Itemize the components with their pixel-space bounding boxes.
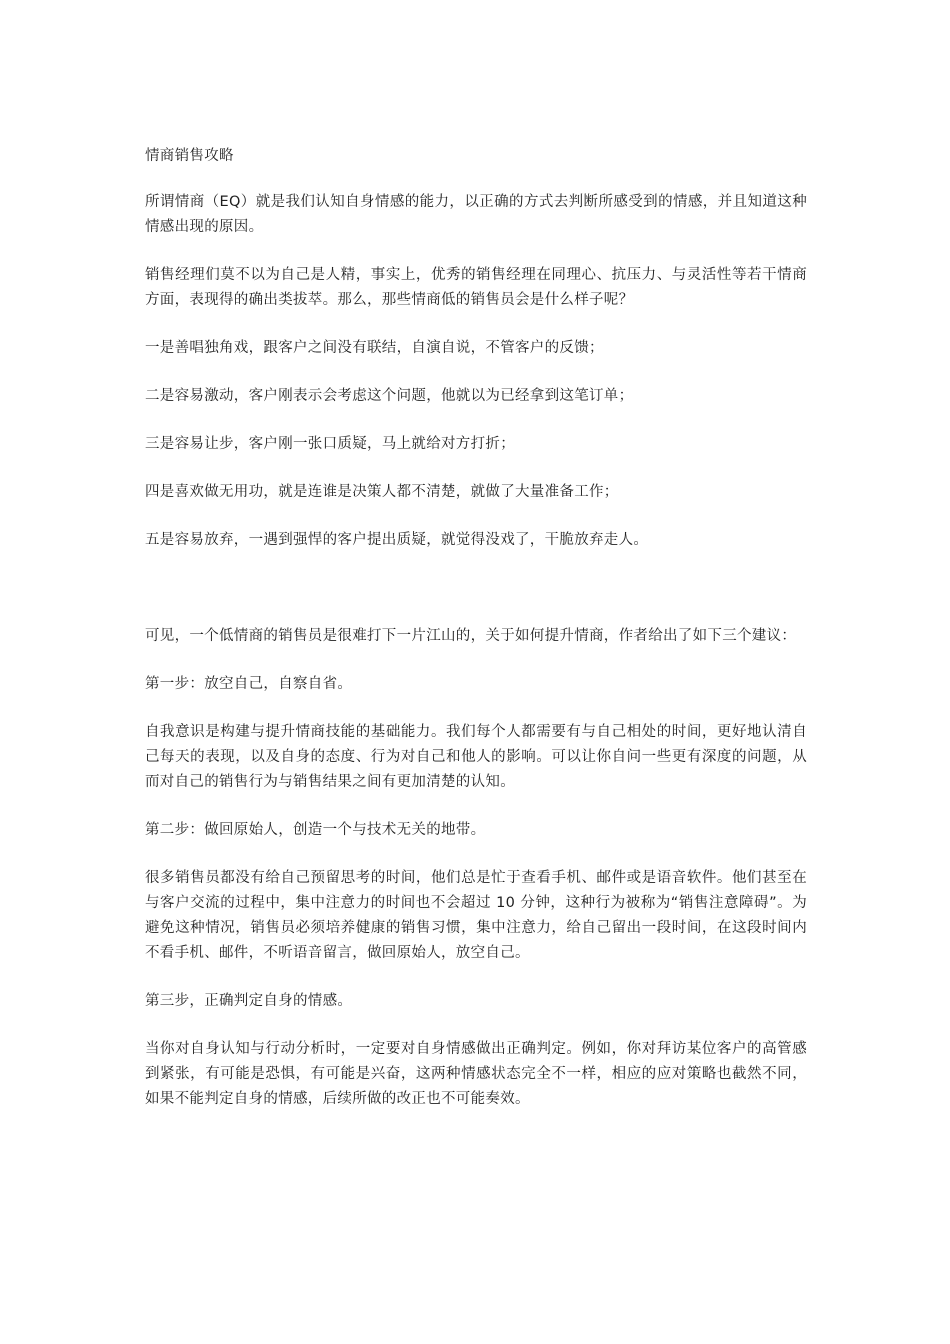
paragraph-suggestions-intro: 可见，一个低情商的销售员是很难打下一片江山的，关于如何提升情商，作者给出了如下三个建议： bbox=[145, 628, 797, 644]
document-title: 情商销售攻略 bbox=[145, 148, 234, 164]
paragraph-trait-five: 五是容易放弃，一遇到强悍的客户提出质疑，就觉得没戏了，干脆放弃走人。 bbox=[145, 532, 649, 548]
paragraph-step-two: 很多销售员都没有给自己预留思考的时间，他们总是忙于查看手机、邮件或是语音软件。他们甚至在与客户交流的过程中，集中注意力的时间也不会超过 10 分钟，这种行为被称为“销售注意障碍”。为避免这种情况，销售员必须培养健康的销售习惯，集中注意力，给自己留出一段时间，在这段时间内不看手机、邮件，不听语音留言，做回原始人，放空自己。 bbox=[145, 870, 807, 961]
paragraph-sales-managers: 销售经理们莫不以为自己是人精，事实上，优秀的销售经理在同理心、抗压力、与灵活性等若干情商方面，表现得的确出类拔萃。那么，那些情商低的销售员会是什么样子呢？ bbox=[145, 267, 807, 308]
paragraph-trait-one: 一是善唱独角戏，跟客户之间没有联结，自演自说，不管客户的反馈； bbox=[145, 340, 604, 356]
paragraph-step-three: 当你对自身认知与行动分析时，一定要对自身情感做出正确判定。例如，你对拜访某位客户的高管感到紧张，有可能是恐惧，有可能是兴奋，这两种情感状态完全不一样，相应的应对策略也截然不同，如果不能判定自身的情感，后续所做的改正也不可能奏效。 bbox=[145, 1041, 807, 1107]
paragraph-trait-four: 四是喜欢做无用功，就是连谁是决策人都不清楚，就做了大量准备工作； bbox=[145, 484, 619, 500]
paragraph-trait-three: 三是容易让步，客户刚一张口质疑，马上就给对方打折； bbox=[145, 436, 515, 452]
paragraph-eq-definition: 所谓情商（EQ）就是我们认知自身情感的能力，以正确的方式去判断所感受到的情感，并且知道这种情感出现的原因。 bbox=[145, 194, 807, 235]
step-two-heading: 第二步：做回原始人，创造一个与技术无关的地带。 bbox=[145, 822, 486, 838]
step-one-heading: 第一步：放空自己，自察自省。 bbox=[145, 676, 353, 692]
document-body bbox=[145, 144, 807, 1135]
paragraph-trait-two: 二是容易激动，客户刚表示会考虑这个问题，他就以为已经拿到这笔订单； bbox=[145, 388, 634, 404]
paragraph-step-one: 自我意识是构建与提升情商技能的基础能力。我们每个人都需要有与自己相处的时间，更好地认清自己每天的表现，以及自身的态度、行为对自己和他人的影响。可以让你自问一些更有深度的问题，从而对自己的销售行为与销售结果之间有更加清楚的认知。 bbox=[145, 724, 807, 790]
step-three-heading: 第三步，正确判定自身的情感。 bbox=[145, 993, 353, 1009]
